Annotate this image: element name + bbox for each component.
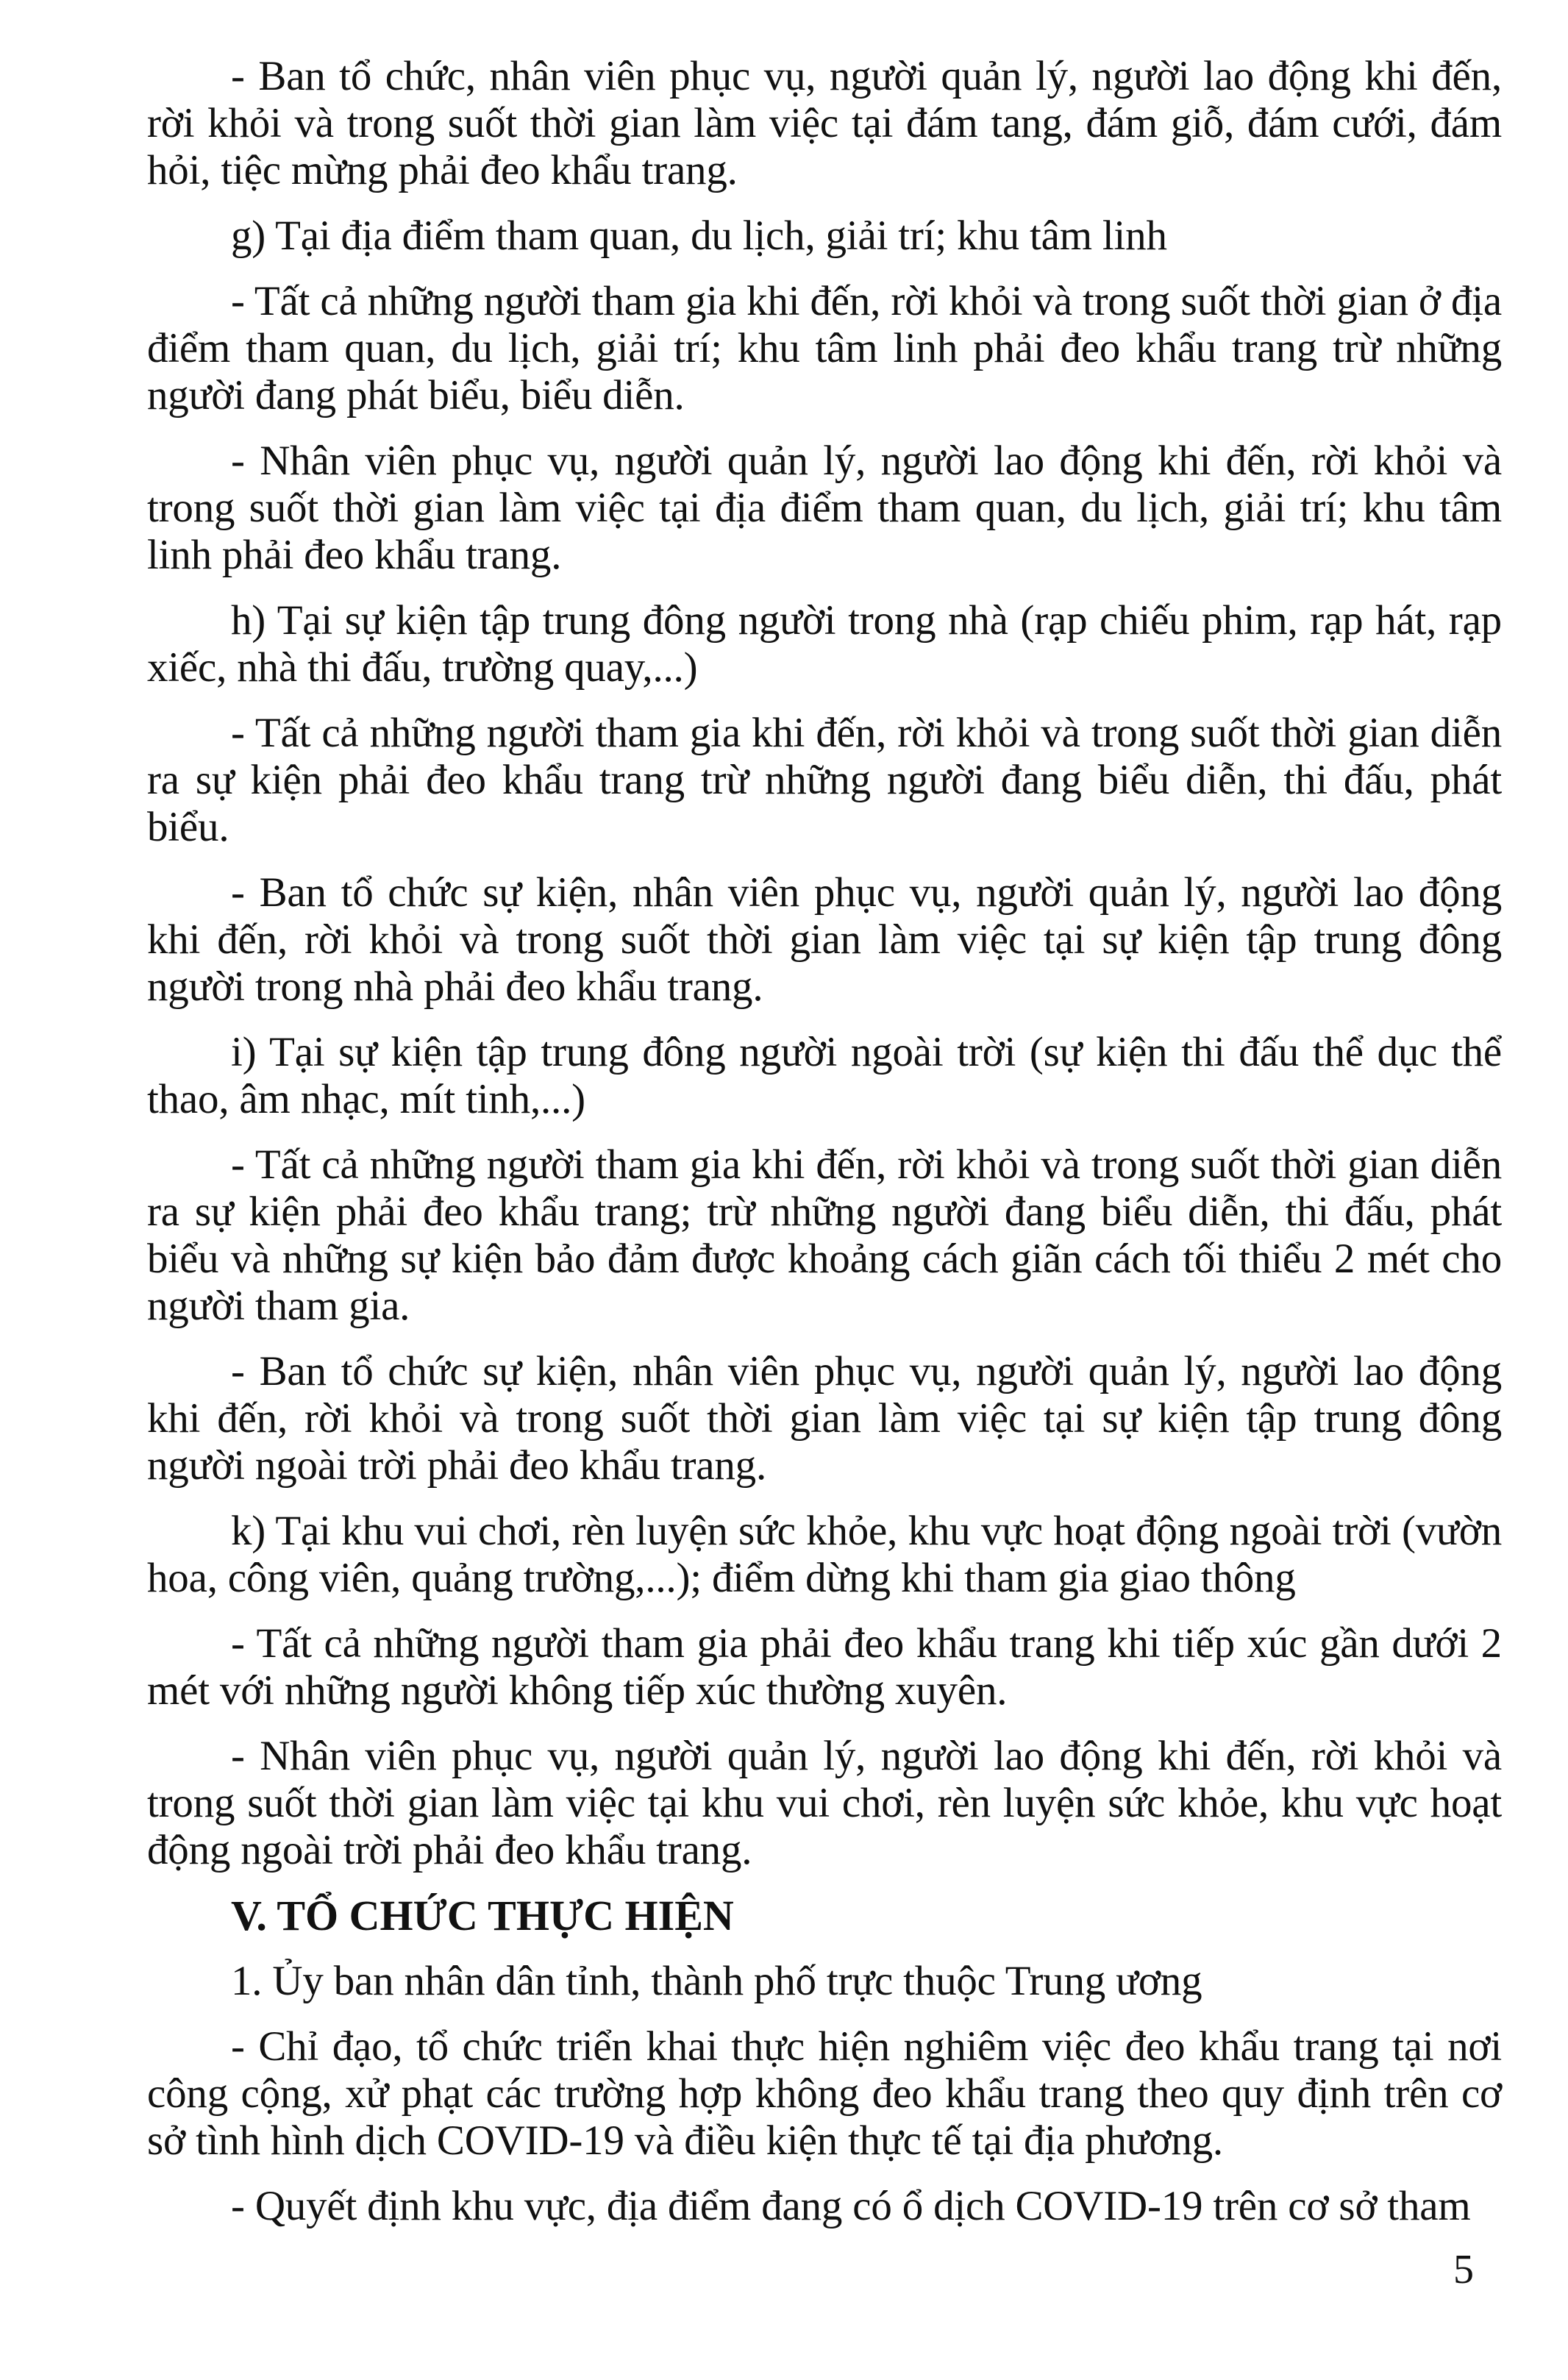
paragraph-outdoor-participants: - Tất cả những người tham gia khi đến, rời khỏi và trong suốt thời gian diễn ra sự kiện phải đeo khẩu trang; trừ những người đang biểu diễn, thi đấu, phát biểu và những sự kiện bảo đảm được khoảng cách giãn cách tối thiểu 2 mét cho người tham gia. <box>147 1141 1502 1329</box>
paragraph-h-indoor-events-heading: h) Tại sự kiện tập trung đông người trong nhà (rạp chiếu phim, rạp hát, rạp xiếc, nhà thi đấu, trường quay,...) <box>147 597 1502 691</box>
paragraph-i-outdoor-events-heading: i) Tại sự kiện tập trung đông người ngoài trời (sự kiện thi đấu thể dục thể thao, âm nhạc, mít tinh,...) <box>147 1029 1502 1122</box>
paragraph-direct-implementation: - Chỉ đạo, tổ chức triển khai thực hiện nghiêm việc đeo khẩu trang tại nơi công cộng, xử phạt các trường hợp không đeo khẩu trang theo quy định trên cơ sở tình hình dịch COVID-19 và điều kiện thực tế tại địa phương. <box>147 2023 1502 2164</box>
paragraph-decide-outbreak-areas: - Quyết định khu vực, địa điểm đang có ổ dịch COVID-19 trên cơ sở tham <box>231 2183 1471 2229</box>
paragraph-provincial-committee: 1. Ủy ban nhân dân tỉnh, thành phố trực thuộc Trung ương <box>231 1958 1202 2004</box>
paragraph-k-recreation-heading: k) Tại khu vui chơi, rèn luyện sức khỏe, khu vực hoạt động ngoài trời (vườn hoa, công viên, quảng trường,...); điểm dừng khi tham gia giao thông <box>147 1508 1502 1601</box>
paragraph-indoor-participants: - Tất cả những người tham gia khi đến, rời khỏi và trong suốt thời gian diễn ra sự kiện phải đeo khẩu trang trừ những người đang biểu diễn, thi đấu, phát biểu. <box>147 710 1502 850</box>
paragraph-outdoor-staff: - Ban tổ chức sự kiện, nhân viên phục vụ, người quản lý, người lao động khi đến, rời khỏi và trong suốt thời gian làm việc tại sự kiện tập trung đông người ngoài trời phải đeo khẩu trang. <box>147 1348 1502 1489</box>
paragraph-organizers-funeral-wedding: - Ban tổ chức, nhân viên phục vụ, người quản lý, người lao động khi đến, rời khỏi và trong suốt thời gian làm việc tại đám tang, đám giỗ, đám cưới, đám hỏi, tiệc mừng phải đeo khẩu trang. <box>147 53 1502 193</box>
paragraph-tourism-participants: - Tất cả những người tham gia khi đến, rời khỏi và trong suốt thời gian ở địa điểm tham quan, du lịch, giải trí; khu tâm linh phải đeo khẩu trang trừ những người đang phát biểu, biểu diễn. <box>147 278 1502 418</box>
paragraph-g-tourism-heading: g) Tại địa điểm tham quan, du lịch, giải trí; khu tâm linh <box>231 213 1167 259</box>
section-heading: V. TỔ CHỨC THỰC HIỆN <box>231 1892 734 1939</box>
paragraph-recreation-staff: - Nhân viên phục vụ, người quản lý, người lao động khi đến, rời khỏi và trong suốt thời gian làm việc tại khu vui chơi, rèn luyện sức khỏe, khu vực hoạt động ngoài trời phải đeo khẩu trang. <box>147 1733 1502 1873</box>
page-number: 5 <box>1453 2247 1474 2292</box>
paragraph-indoor-staff: - Ban tổ chức sự kiện, nhân viên phục vụ, người quản lý, người lao động khi đến, rời khỏi và trong suốt thời gian làm việc tại sự kiện tập trung đông người trong nhà phải đeo khẩu trang. <box>147 869 1502 1010</box>
document-page <box>147 53 1502 2248</box>
paragraph-recreation-participants: - Tất cả những người tham gia phải đeo khẩu trang khi tiếp xúc gần dưới 2 mét với những người không tiếp xúc thường xuyên. <box>147 1620 1502 1714</box>
paragraph-tourism-staff: - Nhân viên phục vụ, người quản lý, người lao động khi đến, rời khỏi và trong suốt thời gian làm việc tại địa điểm tham quan, du lịch, giải trí; khu tâm linh phải đeo khẩu trang. <box>147 438 1502 578</box>
